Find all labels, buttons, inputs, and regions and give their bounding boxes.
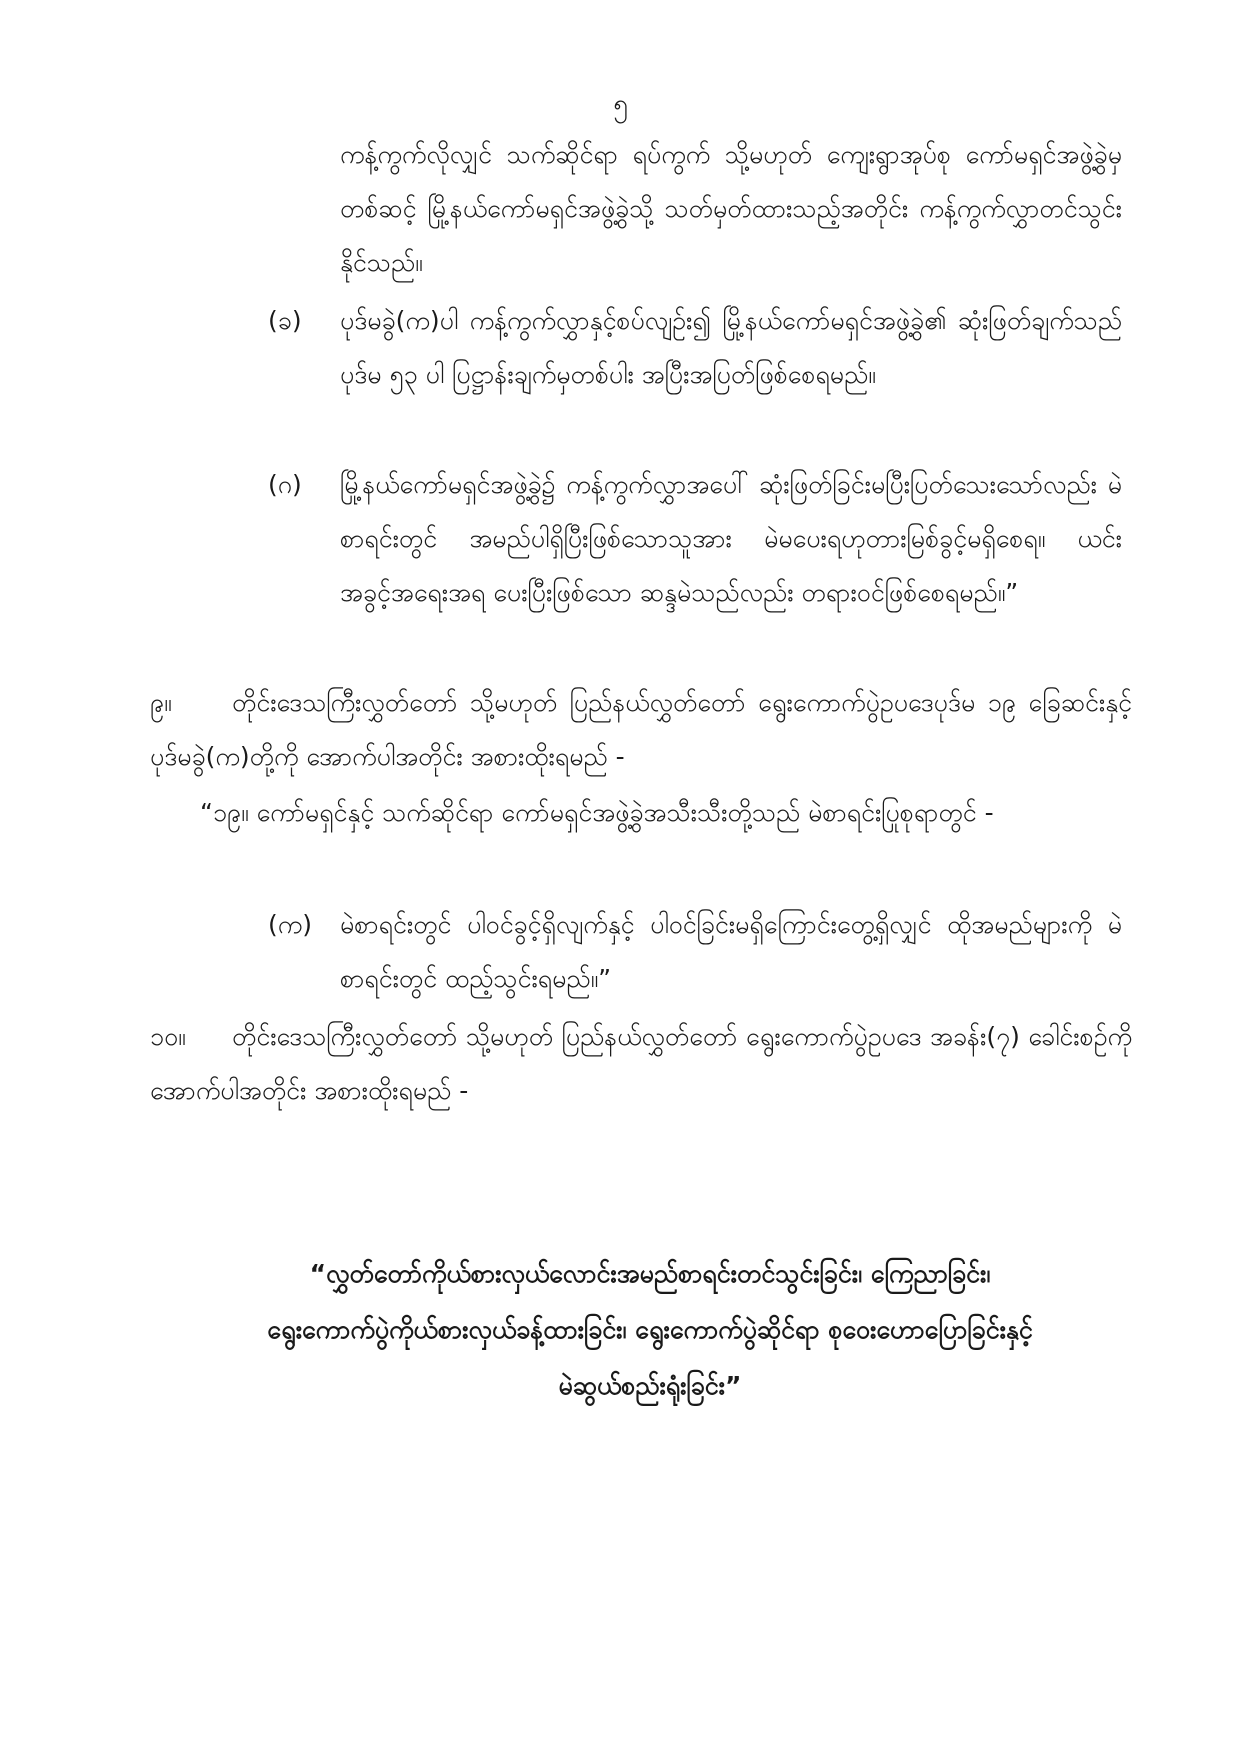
- section-10-text: တိုင်းဒေသကြီးလွှတ်တော် သို့မဟုတ် ပြည်နယ်လွှတ်တော် ရွေးကောက်ပွဲဥပဒေ အခန်း(၇) ခေါင်းစဉ်ကို အောက်ပါအတိုင်း အစားထိုးရမည် -: [150, 1022, 1132, 1105]
- section-9: [150, 676, 1132, 784]
- section-9-sub-clause: [268, 898, 1122, 1008]
- section-9-sub-clause-marker: (က): [268, 910, 312, 939]
- continuation-paragraph: ကန့်ကွက်လိုလျှင် သက်ဆိုင်ရာ ရပ်ကွက် သို့မဟုတ် ကျေးရွာအုပ်စု ကော်မရှင်အဖွဲ့ခွဲမှတစ်ဆင့် မြို့နယ်ကော်မရှင်အဖွဲ့ခွဲသို့ သတ်မှတ်ထားသည့်အတိုင်း ကန့်ကွက်လွှာတင်သွင်းနိုင်သည်။: [340, 140, 1122, 277]
- clause-ga-marker: (ဂ): [268, 470, 302, 499]
- heading-line: ရွေးကောက်ပွဲကိုယ်စားလှယ်ခန့်ထားခြင်း၊ ရွေးကောက်ပွဲဆိုင်ရာ စုဝေးဟောပြောခြင်းနှင့်: [267, 1315, 1033, 1344]
- section-9-number: ၉။: [150, 688, 172, 717]
- section-9-quoted-intro: “၁၉။ ကော်မရှင်နှင့် သက်ဆိုင်ရာ ကော်မရှင်အဖွဲ့ခွဲအသီးသီးတို့သည် မဲစာရင်းပြုစုရာတွင် -: [200, 798, 994, 827]
- heading-line: မဲဆွယ်စည်းရုံးခြင်း”: [558, 1371, 742, 1400]
- clause-kha-text: ပုဒ်မခွဲ(က)ပါ ကန့်ကွက်လွှာနှင့်စပ်လျဉ်း၍ မြို့နယ်ကော်မရှင်အဖွဲ့ခွဲ၏ ဆုံးဖြတ်ချက်သည် ပုဒ်မ ၅၃ ပါ ပြဋ္ဌာန်းချက်မှတစ်ပါး အပြီးအပြတ်ဖြစ်စေရမည်။: [340, 306, 1122, 389]
- section-10: [150, 1010, 1132, 1118]
- section-10-replacement-heading: [200, 1246, 1100, 1414]
- clause-ga: [268, 458, 1122, 678]
- section-10-number: ၁၀။: [150, 1022, 186, 1051]
- section-9-sub-clause-text: မဲစာရင်းတွင် ပါဝင်ခွင့်ရှိလျက်နှင့် ပါဝင်ခြင်းမရှိကြောင်းတွေ့ရှိလျှင် ထိုအမည်များကို မဲစာရင်းတွင် ထည့်သွင်းရမည်။”: [340, 910, 1122, 993]
- clause-kha-marker: (ခ): [268, 306, 302, 335]
- section-9-text: တိုင်းဒေသကြီးလွှတ်တော် သို့မဟုတ် ပြည်နယ်လွှတ်တော် ရွေးကောက်ပွဲဥပဒေပုဒ်မ ၁၉ ခြေဆင်းနှင့် ပုဒ်မခွဲ(က)တို့ကို အောက်ပါအတိုင်း အစားထိုးရမည် -: [150, 688, 1132, 771]
- clause-ga-text: မြို့နယ်ကော်မရှင်အဖွဲ့ခွဲ၌ ကန့်ကွက်လွှာအပေါ် ဆုံးဖြတ်ခြင်းမပြီးပြတ်သေးသော်လည်း မဲစာရင်းတွင် အမည်ပါရှိပြီးဖြစ်သောသူအား မဲမပေးရဟုတားမြစ်ခွင့်မရှိစေရ။ ယင်းအခွင့်အရေးအရ ပေးပြီးဖြစ်သော ဆန္ဒမဲသည်လည်း တရားဝင်ဖြစ်စေရမည်။”: [340, 470, 1122, 607]
- heading-line: “လွှတ်တော်ကိုယ်စားလှယ်လောင်းအမည်စာရင်းတင်သွင်းခြင်း၊ ကြေညာခြင်း၊: [309, 1259, 991, 1288]
- clause-kha: [268, 294, 1122, 464]
- page-number: ၅: [613, 89, 628, 119]
